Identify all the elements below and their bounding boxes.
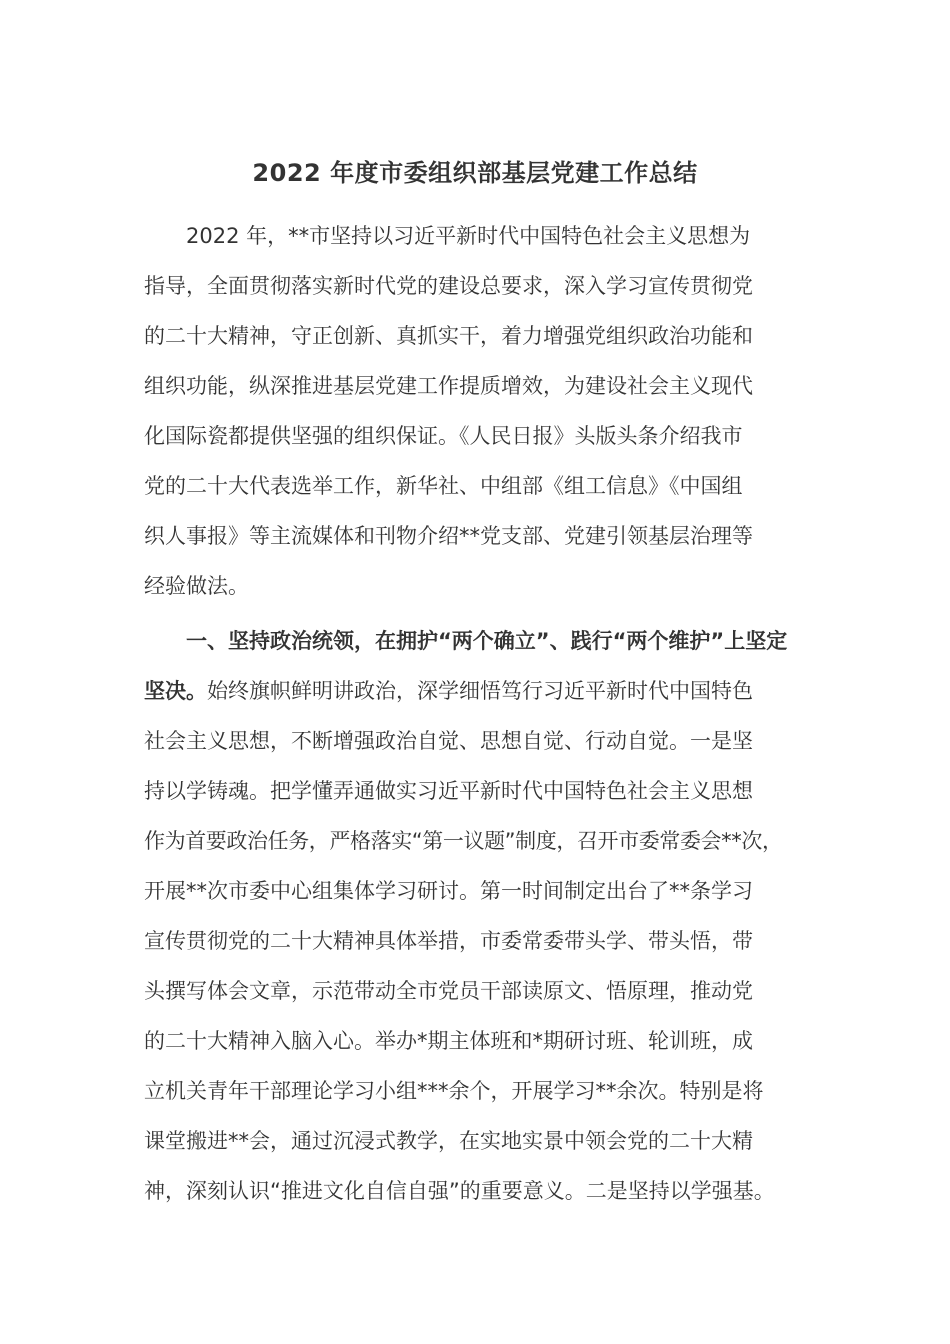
section-heading: [186, 626, 787, 656]
paragraph-line: 神，深刻认识“推进文化自信自强”的重要意义。二是坚持以学强基。: [144, 1179, 775, 1203]
section-heading-continuation: [144, 676, 753, 706]
paragraph-line: 社会主义思想，不断增强政治自觉、思想自觉、行动自觉。一是坚: [144, 729, 753, 753]
paragraph-line-rest: 始终旗帜鲜明讲政治，深学细悟笃行习近平新时代中国特色: [207, 679, 753, 703]
section-heading-text: 一、坚持政治统领，在拥护“两个确立”、践行“两个维护”上坚定: [186, 629, 788, 653]
paragraph-line: 作为首要政治任务，严格落实“第一议题”制度，召开市委常委会**次，: [144, 829, 783, 853]
paragraph-line: 2022 年，**市坚持以习近平新时代中国特色社会主义思想为: [186, 224, 751, 248]
paragraph-line: 指导，全面贯彻落实新时代党的建设总要求，深入学习宣传贯彻党: [144, 274, 753, 298]
paragraph-line: 织人事报》等主流媒体和刊物介绍**党支部、党建引领基层治理等: [144, 524, 753, 548]
paragraph-line: 持以学铸魂。把学懂弄通做实习近平新时代中国特色社会主义思想: [144, 779, 753, 803]
paragraph-line: 宣传贯彻党的二十大精神具体举措，市委常委带头学、带头悟，带: [144, 929, 753, 953]
paragraph-line: 党的二十大代表选举工作，新华社、中组部《组工信息》《中国组: [144, 474, 743, 498]
paragraph-line: 的二十大精神，守正创新、真抓实干，着力增强党组织政治功能和: [144, 324, 753, 348]
paragraph-line: 化国际瓷都提供坚强的组织保证。《人民日报》头版头条介绍我市: [144, 424, 743, 448]
section-heading-text-end: 坚决。: [144, 679, 207, 703]
paragraph-line: 课堂搬进**会，通过沉浸式教学，在实地实景中领会党的二十大精: [144, 1129, 753, 1153]
paragraph-line: 经验做法。: [144, 574, 249, 598]
document-title: 2022 年度市委组织部基层党建工作总结: [252, 159, 698, 187]
paragraph-line: 立机关青年干部理论学习小组***余个，开展学习**余次。特别是将: [144, 1079, 764, 1103]
paragraph-line: 开展**次市委中心组集体学习研讨。第一时间制定出台了**条学习: [144, 879, 753, 903]
paragraph-line: 的二十大精神入脑入心。举办*期主体班和*期研讨班、轮训班，成: [144, 1029, 753, 1053]
paragraph-line: 组织功能，纵深推进基层党建工作提质增效，为建设社会主义现代: [144, 374, 753, 398]
paragraph-line: 头撰写体会文章，示范带动全市党员干部读原文、悟原理，推动党: [144, 979, 753, 1003]
